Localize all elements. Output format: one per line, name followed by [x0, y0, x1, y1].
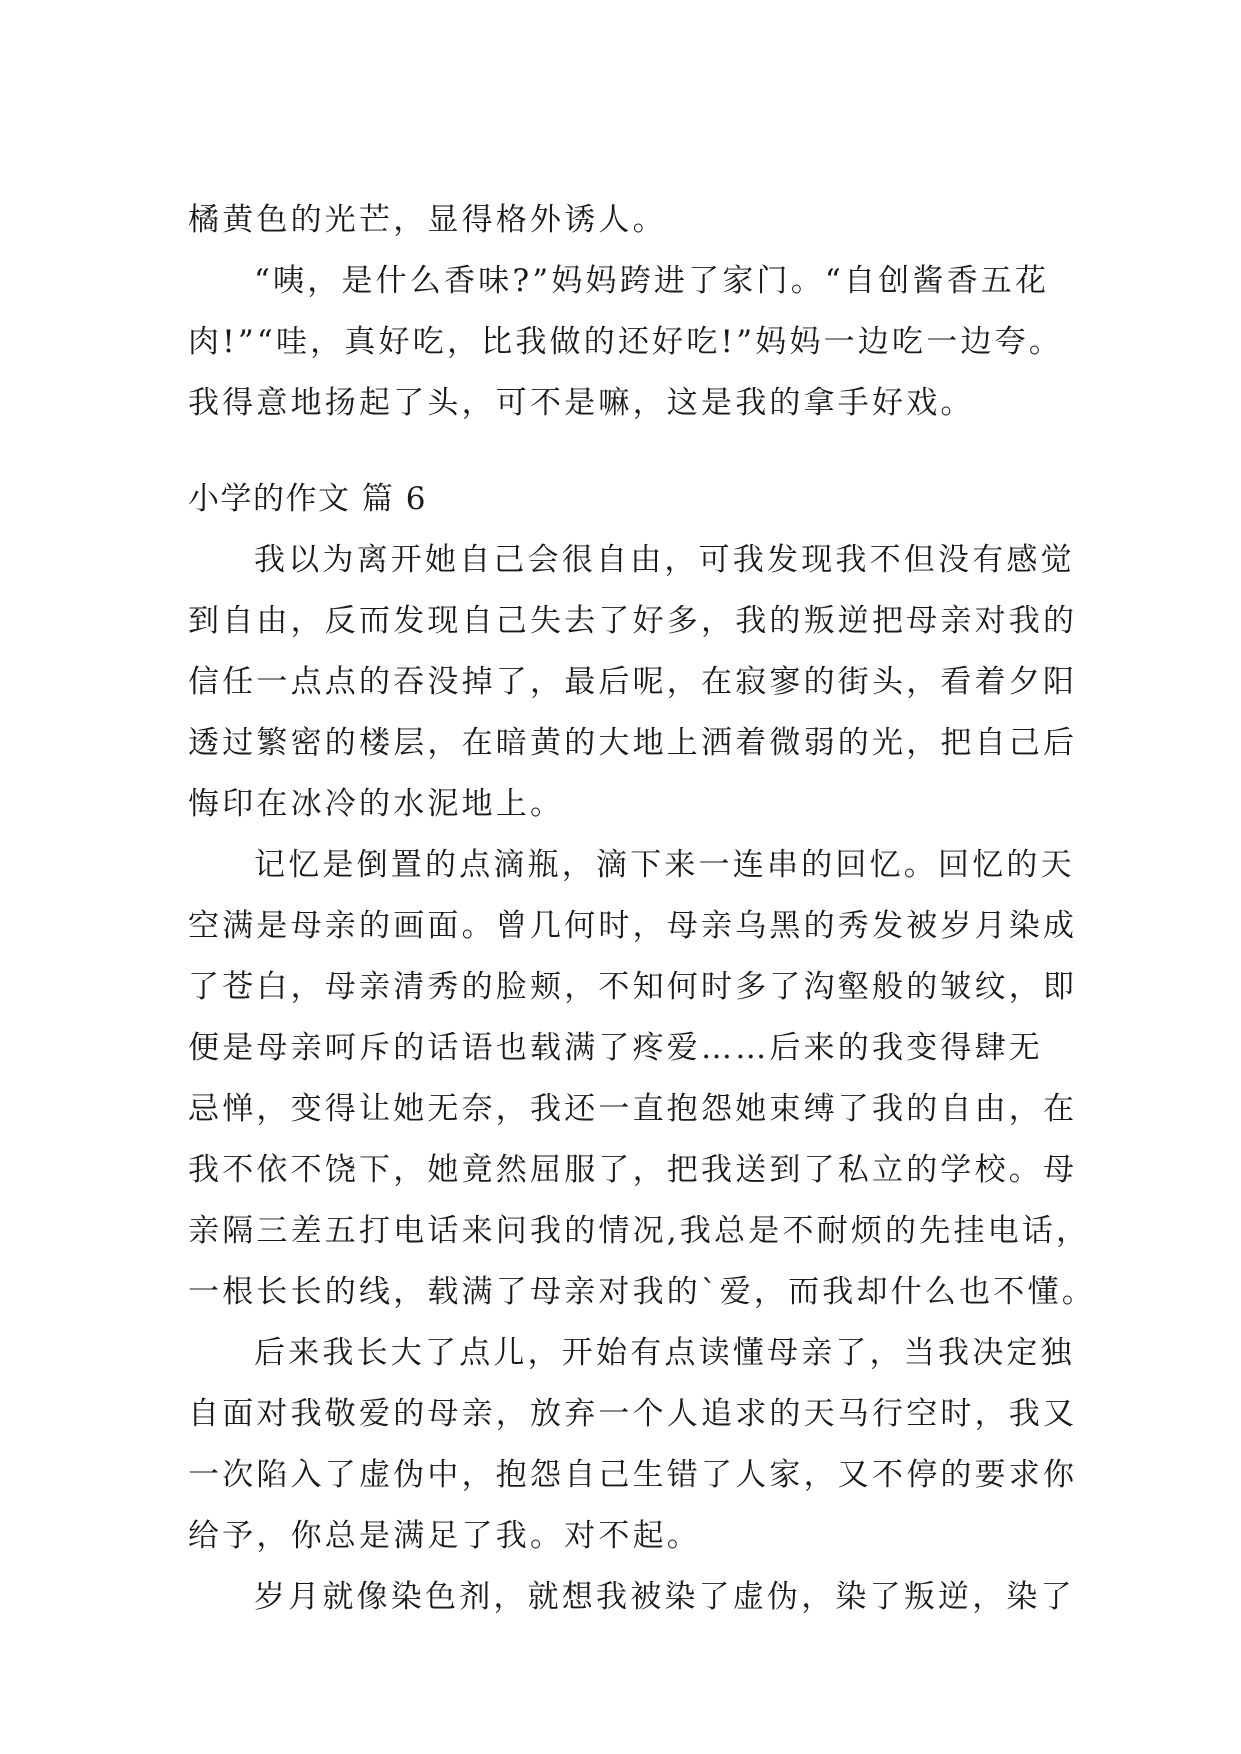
text-line: 空满是母亲的画面。曾几何时，母亲乌黑的秀发被岁月染成 [188, 908, 1078, 944]
text-line: 悔印在冰冷的水泥地上。 [188, 786, 565, 822]
text-line: 到自由，反而发现自己失去了好多，我的叛逆把母亲对我的 [188, 603, 1078, 639]
text-line: 自面对我敬爱的母亲，放弃一个人追求的天马行空时，我又 [188, 1396, 1078, 1432]
document-body [188, 190, 1096, 1628]
text-line: 肉!”“哇，真好吃，比我做的还好吃!”妈妈一边吃一边夸。 [188, 324, 1064, 360]
text-line: 橘黄色的光芒，显得格外诱人。 [188, 202, 667, 238]
text-line: 给予，你总是满足了我。对不起。 [188, 1518, 701, 1554]
text-line: 我得意地扬起了头，可不是嘛，这是我的拿手好戏。 [188, 385, 975, 421]
text-line: 后来我长大了点儿，开始有点读懂母亲了，当我决定独 [254, 1335, 1075, 1371]
text-line: 透过繁密的楼层，在暗黄的大地上洒着微弱的光，把自己后 [188, 725, 1078, 761]
text-line: 忌惮，变得让她无奈，我还一直抱怨她束缚了我的自由，在 [188, 1091, 1078, 1127]
text-line: “咦，是什么香味?”妈妈跨进了家门。“自创酱香五花 [254, 263, 1050, 299]
paragraph [188, 835, 1096, 1323]
text-line: 便是母亲呵斥的话语也载满了疼爱……后来的我变得肆无 [188, 1030, 1043, 1066]
paragraph [188, 530, 1078, 835]
paragraph [188, 1323, 1078, 1567]
text-line: 信任一点点的吞没掉了，最后呢，在寂寥的街头，看着夕阳 [188, 664, 1078, 700]
text-line: 一根长长的线，载满了母亲对我的`爱，而我却什么也不懂。 [188, 1274, 1096, 1310]
text-line: 我以为离开她自己会很自由，可我发现我不但没有感觉 [254, 542, 1075, 578]
section-title: 小学的作文 篇 6 [188, 481, 427, 517]
text-line: 一次陷入了虚伪中，抱怨自己生错了人家，又不停的要求你 [188, 1457, 1078, 1493]
text-line: 记忆是倒置的点滴瓶，滴下来一连串的回忆。回忆的天 [254, 847, 1075, 883]
paragraph [188, 1567, 1075, 1628]
text-line: 岁月就像染色剂，就想我被染了虚伪，染了叛逆，染了 [254, 1579, 1075, 1615]
text-line: 亲隔三差五打电话来问我的情况,我总是不耐烦的先挂电话， [188, 1213, 1091, 1249]
text-line: 我不依不饶下，她竟然屈服了，把我送到了私立的学校。母 [188, 1152, 1078, 1188]
text-line: 了苍白，母亲清秀的脸颊，不知何时多了沟壑般的皱纹，即 [188, 969, 1078, 1005]
